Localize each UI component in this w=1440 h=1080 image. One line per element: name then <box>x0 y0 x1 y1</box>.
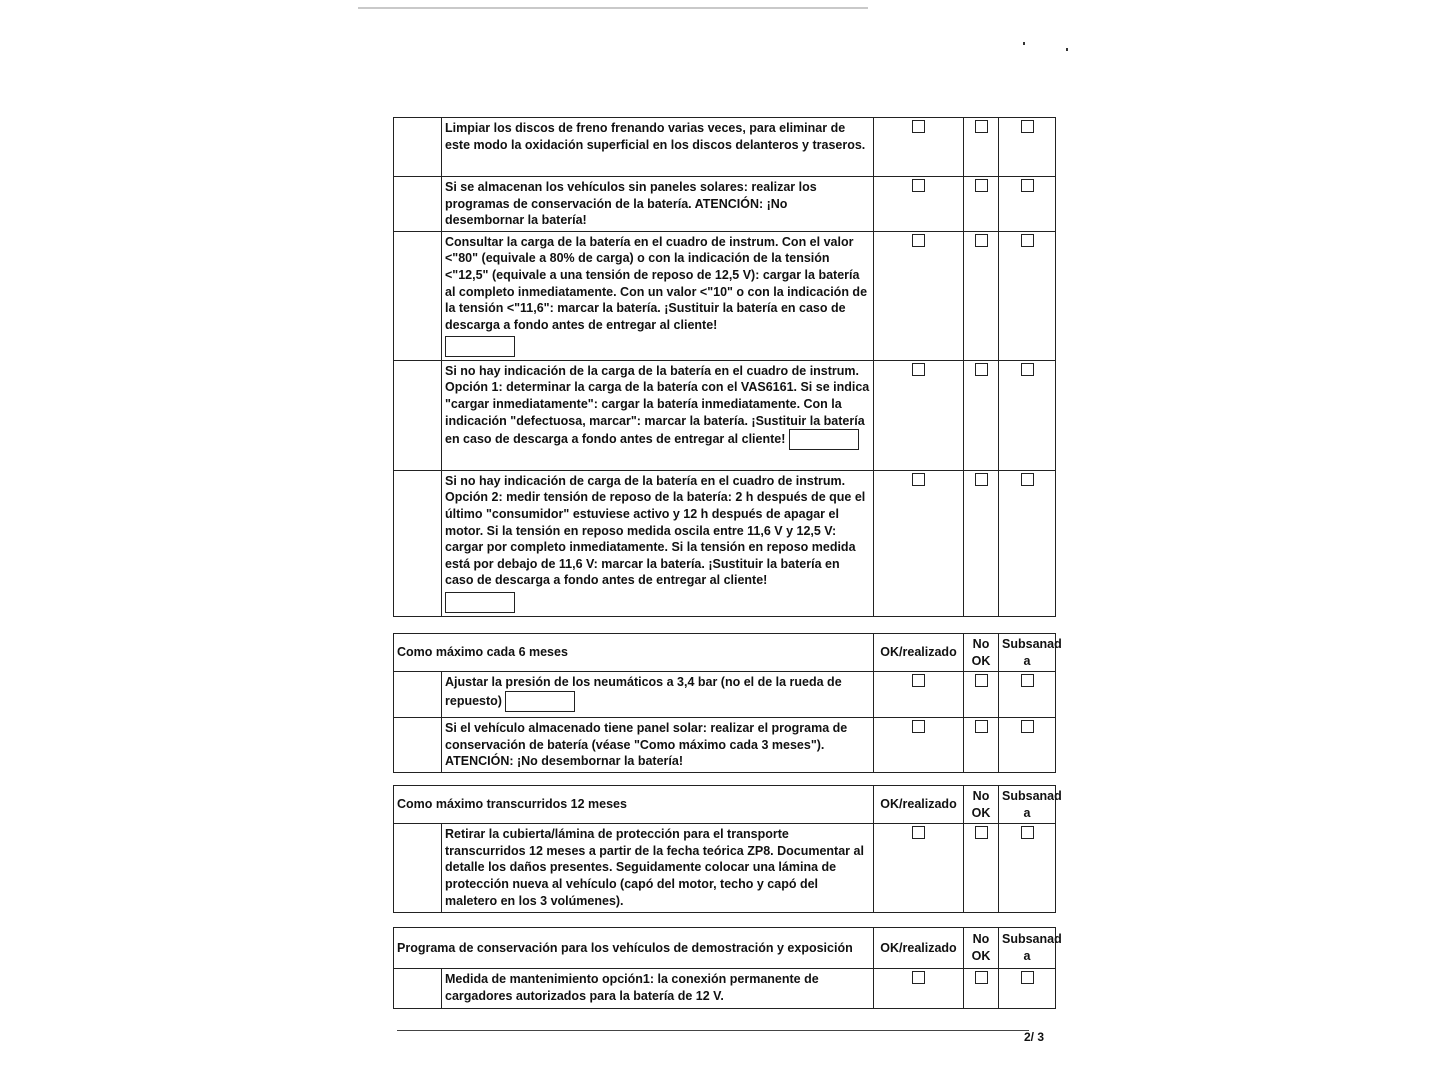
column-header-no-ok: No OK <box>964 634 999 672</box>
checkbox-ok-cell <box>874 231 964 360</box>
checkbox-ok-cell <box>874 718 964 773</box>
column-header-subsanada: Subsanad a <box>999 634 1056 672</box>
table-row <box>394 718 1056 773</box>
section-title: Como máximo cada 6 meses <box>394 634 874 672</box>
row-text <box>442 824 874 913</box>
checkbox-subsanada-cell <box>999 118 1056 177</box>
value-input-field[interactable] <box>505 691 575 712</box>
checkbox-subsanada[interactable] <box>1021 720 1034 733</box>
row-text: Limpiar los discos de freno frenando varias veces, para eliminar de este modo la oxidación superficial en los discos delanteros y traseros. <box>445 121 866 152</box>
checkbox-subsanada[interactable] <box>1021 674 1034 687</box>
column-header-ok: OK/realizado <box>874 928 964 969</box>
row-text <box>442 718 874 773</box>
checkbox-no-ok-cell <box>964 969 999 1009</box>
table-row <box>394 969 1056 1009</box>
checkbox-no-ok-cell <box>964 118 999 177</box>
checkbox-ok-cell <box>874 969 964 1009</box>
section-title: Como máximo transcurridos 12 meses <box>394 786 874 824</box>
row-marker-cell <box>394 470 442 616</box>
checkbox-ok[interactable] <box>912 120 925 133</box>
checkbox-no-ok-cell <box>964 360 999 470</box>
row-marker-cell <box>394 718 442 773</box>
column-header-ok: OK/realizado <box>874 634 964 672</box>
section-header-row <box>394 786 1056 824</box>
checkbox-ok[interactable] <box>912 826 925 839</box>
checkbox-ok[interactable] <box>912 674 925 687</box>
checkbox-no-ok-cell <box>964 672 999 718</box>
scan-speck <box>1066 48 1068 51</box>
row-text: Si se almacenan los vehículos sin paneles solares: realizar los programas de conservación de la batería. ATENCIÓN: ¡No desembornar la batería! <box>445 180 817 228</box>
column-header-subsanada: Subsanad a <box>999 928 1056 969</box>
checkbox-no-ok[interactable] <box>975 674 988 687</box>
checkbox-no-ok[interactable] <box>975 473 988 486</box>
checklist-table-section2 <box>393 633 1062 773</box>
checkbox-subsanada-cell <box>999 360 1056 470</box>
scan-speck <box>1023 42 1025 45</box>
checkbox-no-ok[interactable] <box>975 971 988 984</box>
checkbox-subsanada-cell <box>999 969 1056 1009</box>
table-row <box>394 231 1056 360</box>
checkbox-subsanada[interactable] <box>1021 120 1034 133</box>
checkbox-subsanada[interactable] <box>1021 826 1034 839</box>
checkbox-subsanada[interactable] <box>1021 179 1034 192</box>
section-header-row <box>394 634 1056 672</box>
value-input-field[interactable] <box>445 336 515 357</box>
checkbox-no-ok[interactable] <box>975 120 988 133</box>
checkbox-subsanada[interactable] <box>1021 473 1034 486</box>
page-number: 2/ 3 <box>1024 1030 1045 1044</box>
checkbox-subsanada-cell <box>999 824 1056 913</box>
checkbox-subsanada-cell <box>999 470 1056 616</box>
checkbox-subsanada[interactable] <box>1021 234 1034 247</box>
row-text <box>442 118 874 177</box>
checkbox-subsanada-cell <box>999 177 1056 232</box>
checklist-table-section3 <box>393 785 1062 913</box>
row-text <box>442 672 874 718</box>
row-text <box>442 360 874 470</box>
checkbox-no-ok[interactable] <box>975 720 988 733</box>
checkbox-ok[interactable] <box>912 363 925 376</box>
row-text: Si no hay indicación de carga de la batería en el cuadro de instrum. Opción 2: medir tensión de reposo de la batería: 2 h después de que el último "consumidor" estuviese activo y 12 h después de apagar el motor. Si la tensión en reposo medida oscila entre 11,6 V y 12,5 V: cargar por completo inmediatamente. Si la tensión en reposo medida está por debajo de 11,6 V: marcar la batería. ¡Sustituir la batería en caso de descarga a fondo antes de entregar al cliente! <box>445 473 866 588</box>
checkbox-ok[interactable] <box>912 234 925 247</box>
checklist-table-section1 <box>393 117 1056 617</box>
row-marker-cell <box>394 824 442 913</box>
table-row <box>394 824 1056 913</box>
checkbox-no-ok[interactable] <box>975 826 988 839</box>
checkbox-subsanada[interactable] <box>1021 363 1034 376</box>
checkbox-no-ok[interactable] <box>975 234 988 247</box>
checkbox-no-ok-cell <box>964 231 999 360</box>
table-row <box>394 177 1056 232</box>
checkbox-ok[interactable] <box>912 473 925 486</box>
row-text: Si no hay indicación de la carga de la batería en el cuadro de instrum. Opción 1: determinar la carga de la batería con el VAS6161. Si se indica "cargar inmediatamente": cargar la batería inmediatamente. Con la indicación "defectuosa, marcar": marcar la batería. ¡Sustituir la batería en caso de descarga a fondo antes de entregar al cliente! <box>445 363 870 446</box>
checkbox-subsanada-cell <box>999 672 1056 718</box>
footer-divider <box>397 1030 1029 1031</box>
row-text <box>442 969 874 1009</box>
row-text: Consultar la carga de la batería en el cuadro de instrum. Con el valor <"80" (equivale a 80% de carga) o con la indicación de la tensión <"12,5" (equivale a una tensión de reposo de 12,5 V): cargar la batería al completo inmediatamente. Con un valor <"10" o con la indicación de la tensión <"11,6": marcar la batería. ¡Sustituir la batería en caso de descarga a fondo antes de entregar al cliente! <box>445 234 868 332</box>
checkbox-no-ok-cell <box>964 718 999 773</box>
checkbox-no-ok[interactable] <box>975 363 988 376</box>
column-header-subsanada: Subsanad a <box>999 786 1056 824</box>
row-marker-cell <box>394 672 442 718</box>
row-text <box>442 177 874 232</box>
column-header-no-ok: No OK <box>964 786 999 824</box>
table-row <box>394 470 1056 616</box>
row-marker-cell <box>394 969 442 1009</box>
row-text <box>442 231 874 360</box>
checkbox-ok-cell <box>874 118 964 177</box>
row-marker-cell <box>394 177 442 232</box>
value-input-field[interactable] <box>445 592 515 613</box>
checkbox-no-ok-cell <box>964 824 999 913</box>
column-header-no-ok: No OK <box>964 928 999 969</box>
row-text: Retirar la cubierta/lámina de protección para el transporte transcurridos 12 meses a partir de la fecha teórica ZP8. Documentar al detalle los daños presentes. Seguidamente colocar una lámina de protección nueva al vehículo (capó del motor, techo y capó del maletero en los 3 volúmenes). <box>445 827 864 908</box>
row-text: Ajustar la presión de los neumáticos a 3,4 bar (no el de la rueda de repuesto) <box>445 675 842 708</box>
row-marker-cell <box>394 360 442 470</box>
checkbox-ok-cell <box>874 177 964 232</box>
checkbox-ok-cell <box>874 824 964 913</box>
table-row <box>394 118 1056 177</box>
row-marker-cell <box>394 231 442 360</box>
row-text: Si el vehículo almacenado tiene panel solar: realizar el programa de conservación de batería (véase "Como máximo cada 3 meses"). ATENCIÓN: ¡No desembornar la batería! <box>445 721 848 769</box>
checklist-table-section4 <box>393 927 1062 1009</box>
row-text <box>442 470 874 616</box>
checkbox-subsanada-cell <box>999 718 1056 773</box>
checkbox-ok-cell <box>874 672 964 718</box>
checkbox-ok[interactable] <box>912 971 925 984</box>
row-marker-cell <box>394 118 442 177</box>
checkbox-no-ok[interactable] <box>975 179 988 192</box>
table-row <box>394 672 1056 718</box>
column-header-ok: OK/realizado <box>874 786 964 824</box>
checkbox-subsanada[interactable] <box>1021 971 1034 984</box>
checkbox-no-ok-cell <box>964 177 999 232</box>
checkbox-ok[interactable] <box>912 720 925 733</box>
checkbox-ok-cell <box>874 360 964 470</box>
section-title: Programa de conservación para los vehículos de demostración y exposición <box>394 928 874 969</box>
row-text: Medida de mantenimiento opción1: la conexión permanente de cargadores autorizados para la batería de 12 V. <box>445 972 819 1003</box>
checkbox-no-ok-cell <box>964 470 999 616</box>
checkbox-ok-cell <box>874 470 964 616</box>
checkbox-subsanada-cell <box>999 231 1056 360</box>
section-header-row <box>394 928 1056 969</box>
value-input-field[interactable] <box>789 429 859 450</box>
table-row <box>394 360 1056 470</box>
checkbox-ok[interactable] <box>912 179 925 192</box>
scan-edge-line <box>358 7 868 9</box>
